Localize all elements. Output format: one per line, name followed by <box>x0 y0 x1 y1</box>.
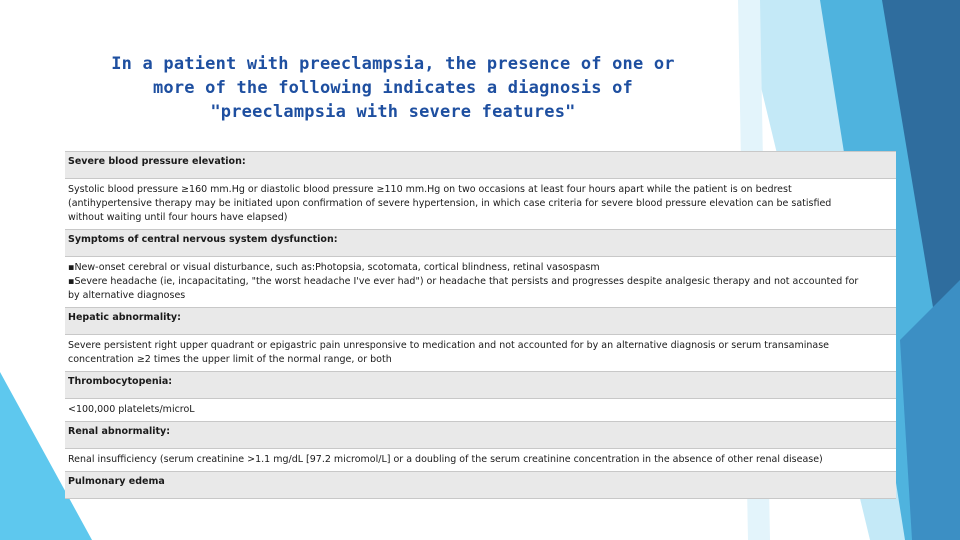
detail-line: Severe persistent right upper quadrant or epigastric pain unresponsive to medication and not accounted for by an alternative diagnosis or serum transaminase <box>68 340 830 351</box>
criteria-heading: Severe blood pressure elevation: <box>65 152 896 179</box>
title-line: In a patient with preeclampsia, the presence of one or <box>111 54 675 74</box>
criteria-detail <box>65 449 896 472</box>
detail-line: (antihypertensive therapy may be initiated upon confirmation of severe hypertension, in which case criteria for severe blood pressure elevation can be satisfied <box>68 198 832 209</box>
criteria-heading: Hepatic abnormality: <box>65 308 896 335</box>
criteria-detail <box>65 399 896 422</box>
criteria-heading-row <box>65 422 896 449</box>
criteria-detail-row <box>65 179 896 230</box>
criteria-heading: Renal abnormality: <box>65 422 896 449</box>
title-line: "preeclampsia with severe features" <box>210 102 576 122</box>
slide-title <box>60 52 726 124</box>
detail-line: Renal insufficiency (serum creatinine >1.1 mg/dL [97.2 micromol/L] or a doubling of the serum creatinine concentration in the absence of other renal disease) <box>68 454 823 465</box>
criteria-heading-row <box>65 152 896 179</box>
detail-line: <100,000 platelets/microL <box>68 404 195 415</box>
criteria-heading: Thrombocytopenia: <box>65 372 896 399</box>
criteria-heading: Symptoms of central nervous system dysfunction: <box>65 230 896 257</box>
criteria-detail-row <box>65 399 896 422</box>
criteria-heading-row <box>65 230 896 257</box>
criteria-detail <box>65 257 896 308</box>
detail-line: ▪Severe headache (ie, incapacitating, "the worst headache I've ever had") or headache that persists and progresses despite analgesic therapy and not accounted for <box>68 276 859 287</box>
detail-line: by alternative diagnoses <box>68 290 186 301</box>
criteria-detail <box>65 179 896 230</box>
detail-line: Systolic blood pressure ≥160 mm.Hg or diastolic blood pressure ≥110 mm.Hg on two occasions at least four hours apart while the patient is on bedrest <box>68 184 792 195</box>
criteria-detail <box>65 335 896 372</box>
criteria-heading: Pulmonary edema <box>65 472 896 499</box>
detail-line: concentration ≥2 times the upper limit of the normal range, or both <box>68 354 392 365</box>
criteria-heading-row <box>65 308 896 335</box>
criteria-detail-row <box>65 257 896 308</box>
criteria-detail-row <box>65 335 896 372</box>
detail-line: ▪New-onset cerebral or visual disturbance, such as:Photopsia, scotomata, cortical blindness, retinal vasospasm <box>68 262 600 273</box>
criteria-heading-row <box>65 372 896 399</box>
detail-line: without waiting until four hours have elapsed) <box>68 212 288 223</box>
criteria-heading-row <box>65 472 896 499</box>
criteria-table <box>65 151 896 499</box>
title-line: more of the following indicates a diagnosis of <box>152 78 633 98</box>
criteria-detail-row <box>65 449 896 472</box>
